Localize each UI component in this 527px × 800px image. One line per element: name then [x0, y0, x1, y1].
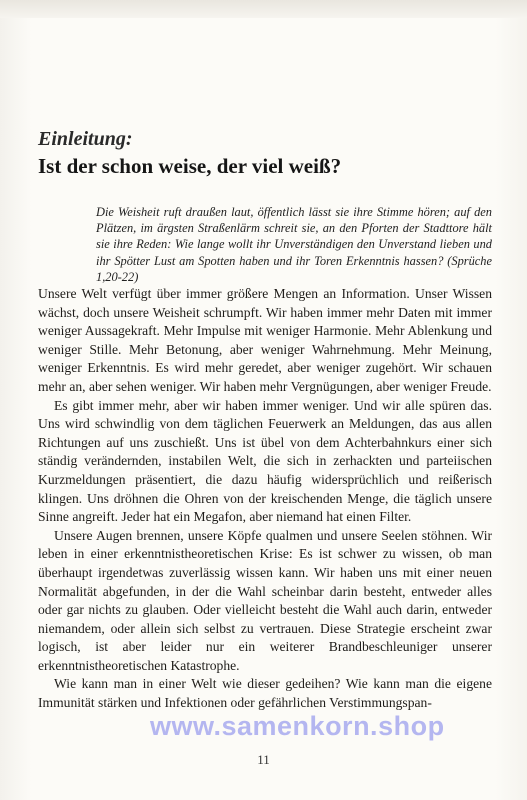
- page-number: 11: [257, 752, 270, 767]
- page-top-edge: [0, 0, 527, 18]
- chapter-label: Einleitung:: [38, 128, 133, 150]
- epigraph-quote: Die Weisheit ruft draußen laut, öffentlich lässt sie ihre Stimme hören; auf den Plätzen, im ärgsten Straßenlärm schreit sie, an den Pforten der Stadttore hält sie ihre Reden: Wie lange wollt ihr Unverständigen den Unverstand lieben und ihr Spötter Lust am Spotten haben und ihr Toren Erkenntnis hassen? (Sprüche 1,20-22): [96, 205, 492, 284]
- paragraph-1: Unsere Welt verfügt über immer größere Mengen an Information. Unser Wissen wächst, doch unsere Weisheit schrumpft. Wir haben immer mehr Daten mit immer weniger Aussagekraft. Mehr Impulse mit weniger Harmonie. Mehr Ablenkung und weniger Stille. Mehr Betonung, aber weniger Wahrnehmung. Mehr Meinung, weniger Erkenntnis. Es wird mehr geredet, aber weniger zugehört. Wir schauen mehr an, aber sehen weniger. Wir haben mehr Vergnügungen, aber weniger Freude.: [38, 286, 492, 394]
- paragraph-2: Es gibt immer mehr, aber wir haben immer weniger. Und wir alle spüren das. Uns wird schwindlig von dem täglichen Feuerwerk an Meldungen, das aus allen Richtungen auf uns zuschießt. Uns ist übel von dem Achterbahnkurs einer sich ständig verändernden, instabilen Welt, die sich in zerhackten und parteiischen Kurzmeldungen präsentiert, die dazu häufig widersprüchlich und reißerisch klingen. Uns dröhnen die Ohren von der kreischenden Menge, die täglich unsere Sinne angreift. Jeder hat ein Megafon, aber niemand hat einen Filter.: [38, 397, 492, 525]
- body-text: [38, 285, 492, 713]
- chapter-title: Ist der schon weise, der viel weiß?: [38, 154, 342, 178]
- paragraph-3: Unsere Augen brennen, unsere Köpfe qualmen und unsere Seelen stöhnen. Wir leben in einer erkenntnistheoretischen Krise: Es ist schwer zu wissen, ob man überhaupt irgendetwas zuverlässig wissen kann. Wir haben uns mit einer neuen Normalität abgefunden, in der die Wahl scheinbar darin besteht, entweder alles oder gar nichts zu glauben. Oder vielleicht besteht die Wahl auch darin, entweder niemandem, oder allein sich selbst zu vertrauen. Diese Strategie erscheint zwar logisch, ist aber leider nur ein weiterer Brandbeschleuniger unserer erkenntnistheoretischen Katastrophe.: [38, 527, 492, 673]
- paragraph-4: Wie kann man in einer Welt wie dieser gedeihen? Wie kann man die eigene Immunität stärken und Infektionen oder gefährlichen Verstimmungspan-: [38, 676, 492, 711]
- shop-watermark: www.samenkorn.shop: [150, 711, 445, 741]
